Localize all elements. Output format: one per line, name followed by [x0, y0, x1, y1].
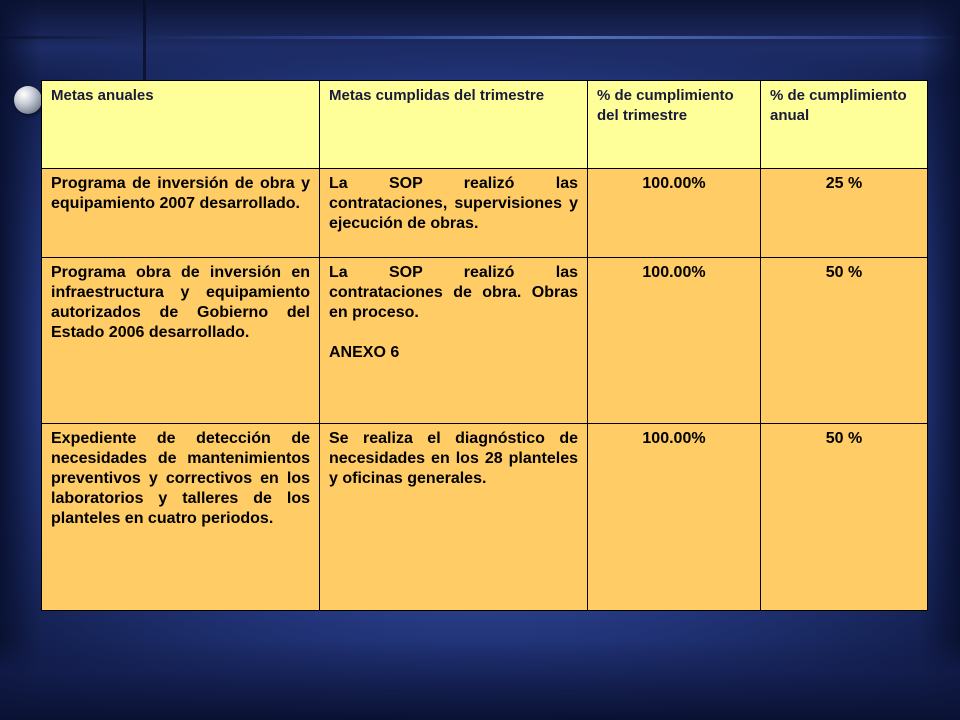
header-metas-anuales: Metas anuales	[42, 81, 320, 169]
table-row	[42, 169, 928, 258]
table-header-row	[42, 81, 928, 169]
goals-table	[41, 80, 928, 611]
table-row	[42, 424, 928, 611]
cell-meta: Programa de inversión de obra y equipamiento 2007 desarrollado.	[42, 169, 320, 258]
cell-cumplidas-text: La SOP realizó las contrataciones de obra. Obras en proceso.	[329, 264, 578, 321]
cell-pct-trimestre: 100.00%	[588, 169, 761, 258]
cell-pct-trimestre: 100.00%	[588, 424, 761, 611]
header-pct-anual: % de cumplimiento anual	[761, 81, 928, 169]
cell-pct-anual: 50 %	[761, 258, 928, 424]
cell-meta: Expediente de detección de necesidades de mantenimientos preventivos y correctivos en los laboratorios y talleres de los planteles en cuatro periodos.	[42, 424, 320, 611]
header-pct-trimestre: % de cumplimiento del trimestre	[588, 81, 761, 169]
cell-pct-trimestre: 100.00%	[588, 258, 761, 424]
bullet-sphere-icon	[14, 86, 42, 114]
cell-pct-anual: 50 %	[761, 424, 928, 611]
cell-cumplidas	[320, 258, 588, 424]
table-row	[42, 258, 928, 424]
cell-cumplidas: Se realiza el diagnóstico de necesidades en los 28 planteles y oficinas generales.	[320, 424, 588, 611]
anexo-label: ANEXO 6	[329, 344, 400, 361]
cell-pct-anual: 25 %	[761, 169, 928, 258]
background-bottom-band	[0, 640, 960, 720]
cell-cumplidas: La SOP realizó las contrataciones, supervisiones y ejecución de obras.	[320, 169, 588, 258]
cell-meta: Programa obra de inversión en infraestructura y equipamiento autorizados de Gobierno del Estado 2006 desarrollado.	[42, 258, 320, 424]
header-metas-cumplidas: Metas cumplidas del trimestre	[320, 81, 588, 169]
